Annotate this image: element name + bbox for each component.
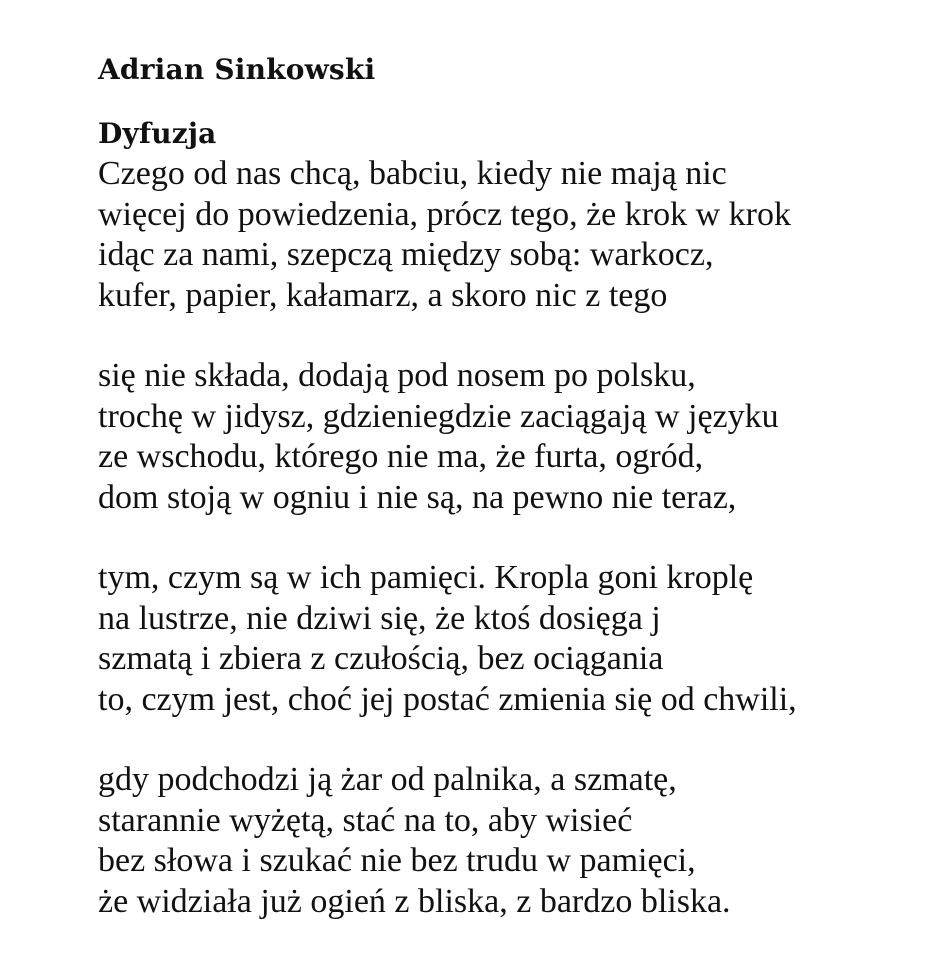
stanza-4 bbox=[98, 760, 918, 922]
poem-line: na lustrze, nie dziwi się, że ktoś dosięga j bbox=[98, 599, 661, 637]
poem-line: szmatą i zbiera z czułością, bez ociągania bbox=[98, 640, 664, 677]
poem-line: starannie wyżętą, stać na to, aby wisieć bbox=[98, 801, 633, 839]
author-name: Adrian Sinkowski bbox=[98, 53, 376, 86]
poem-line: więcej do powiedzenia, prócz tego, że krok w krok bbox=[98, 195, 791, 233]
poem-page bbox=[98, 50, 918, 922]
poem-line: dom stoją w ogniu i nie są, na pewno nie teraz, bbox=[98, 478, 737, 516]
poem-title: Dyfuzja bbox=[98, 117, 217, 150]
stanza-2 bbox=[98, 356, 918, 518]
poem-line: idąc za nami, szepczą między sobą: warkocz, bbox=[98, 236, 714, 273]
poem-line: Czego od nas chcą, babciu, kiedy nie mają nic bbox=[98, 155, 727, 192]
poem-line: że widziała już ogień z bliska, z bardzo bliska. bbox=[98, 882, 731, 920]
poem-line: tym, czym są w ich pamięci. Kropla goni kroplę bbox=[98, 559, 754, 596]
poem-line: kufer, papier, kałamarz, a skoro nic z tego bbox=[98, 276, 668, 314]
poem-line: bez słowa i szukać nie bez trudu w pamięci, bbox=[98, 842, 696, 879]
poem-line: gdy podchodzi ją żar od palnika, a szmatę, bbox=[98, 761, 677, 798]
poem-line: się nie składa, dodają pod nosem po polsku, bbox=[98, 357, 696, 394]
poem-line: to, czym jest, choć jej postać zmienia się od chwili, bbox=[98, 680, 797, 718]
poem-line: ze wschodu, którego nie ma, że furta, ogród, bbox=[98, 438, 704, 475]
poem-line: trochę w jidysz, gdzieniegdzie zaciągają w języku bbox=[98, 397, 779, 435]
stanza-1 bbox=[98, 154, 918, 316]
stanza-3 bbox=[98, 558, 918, 720]
